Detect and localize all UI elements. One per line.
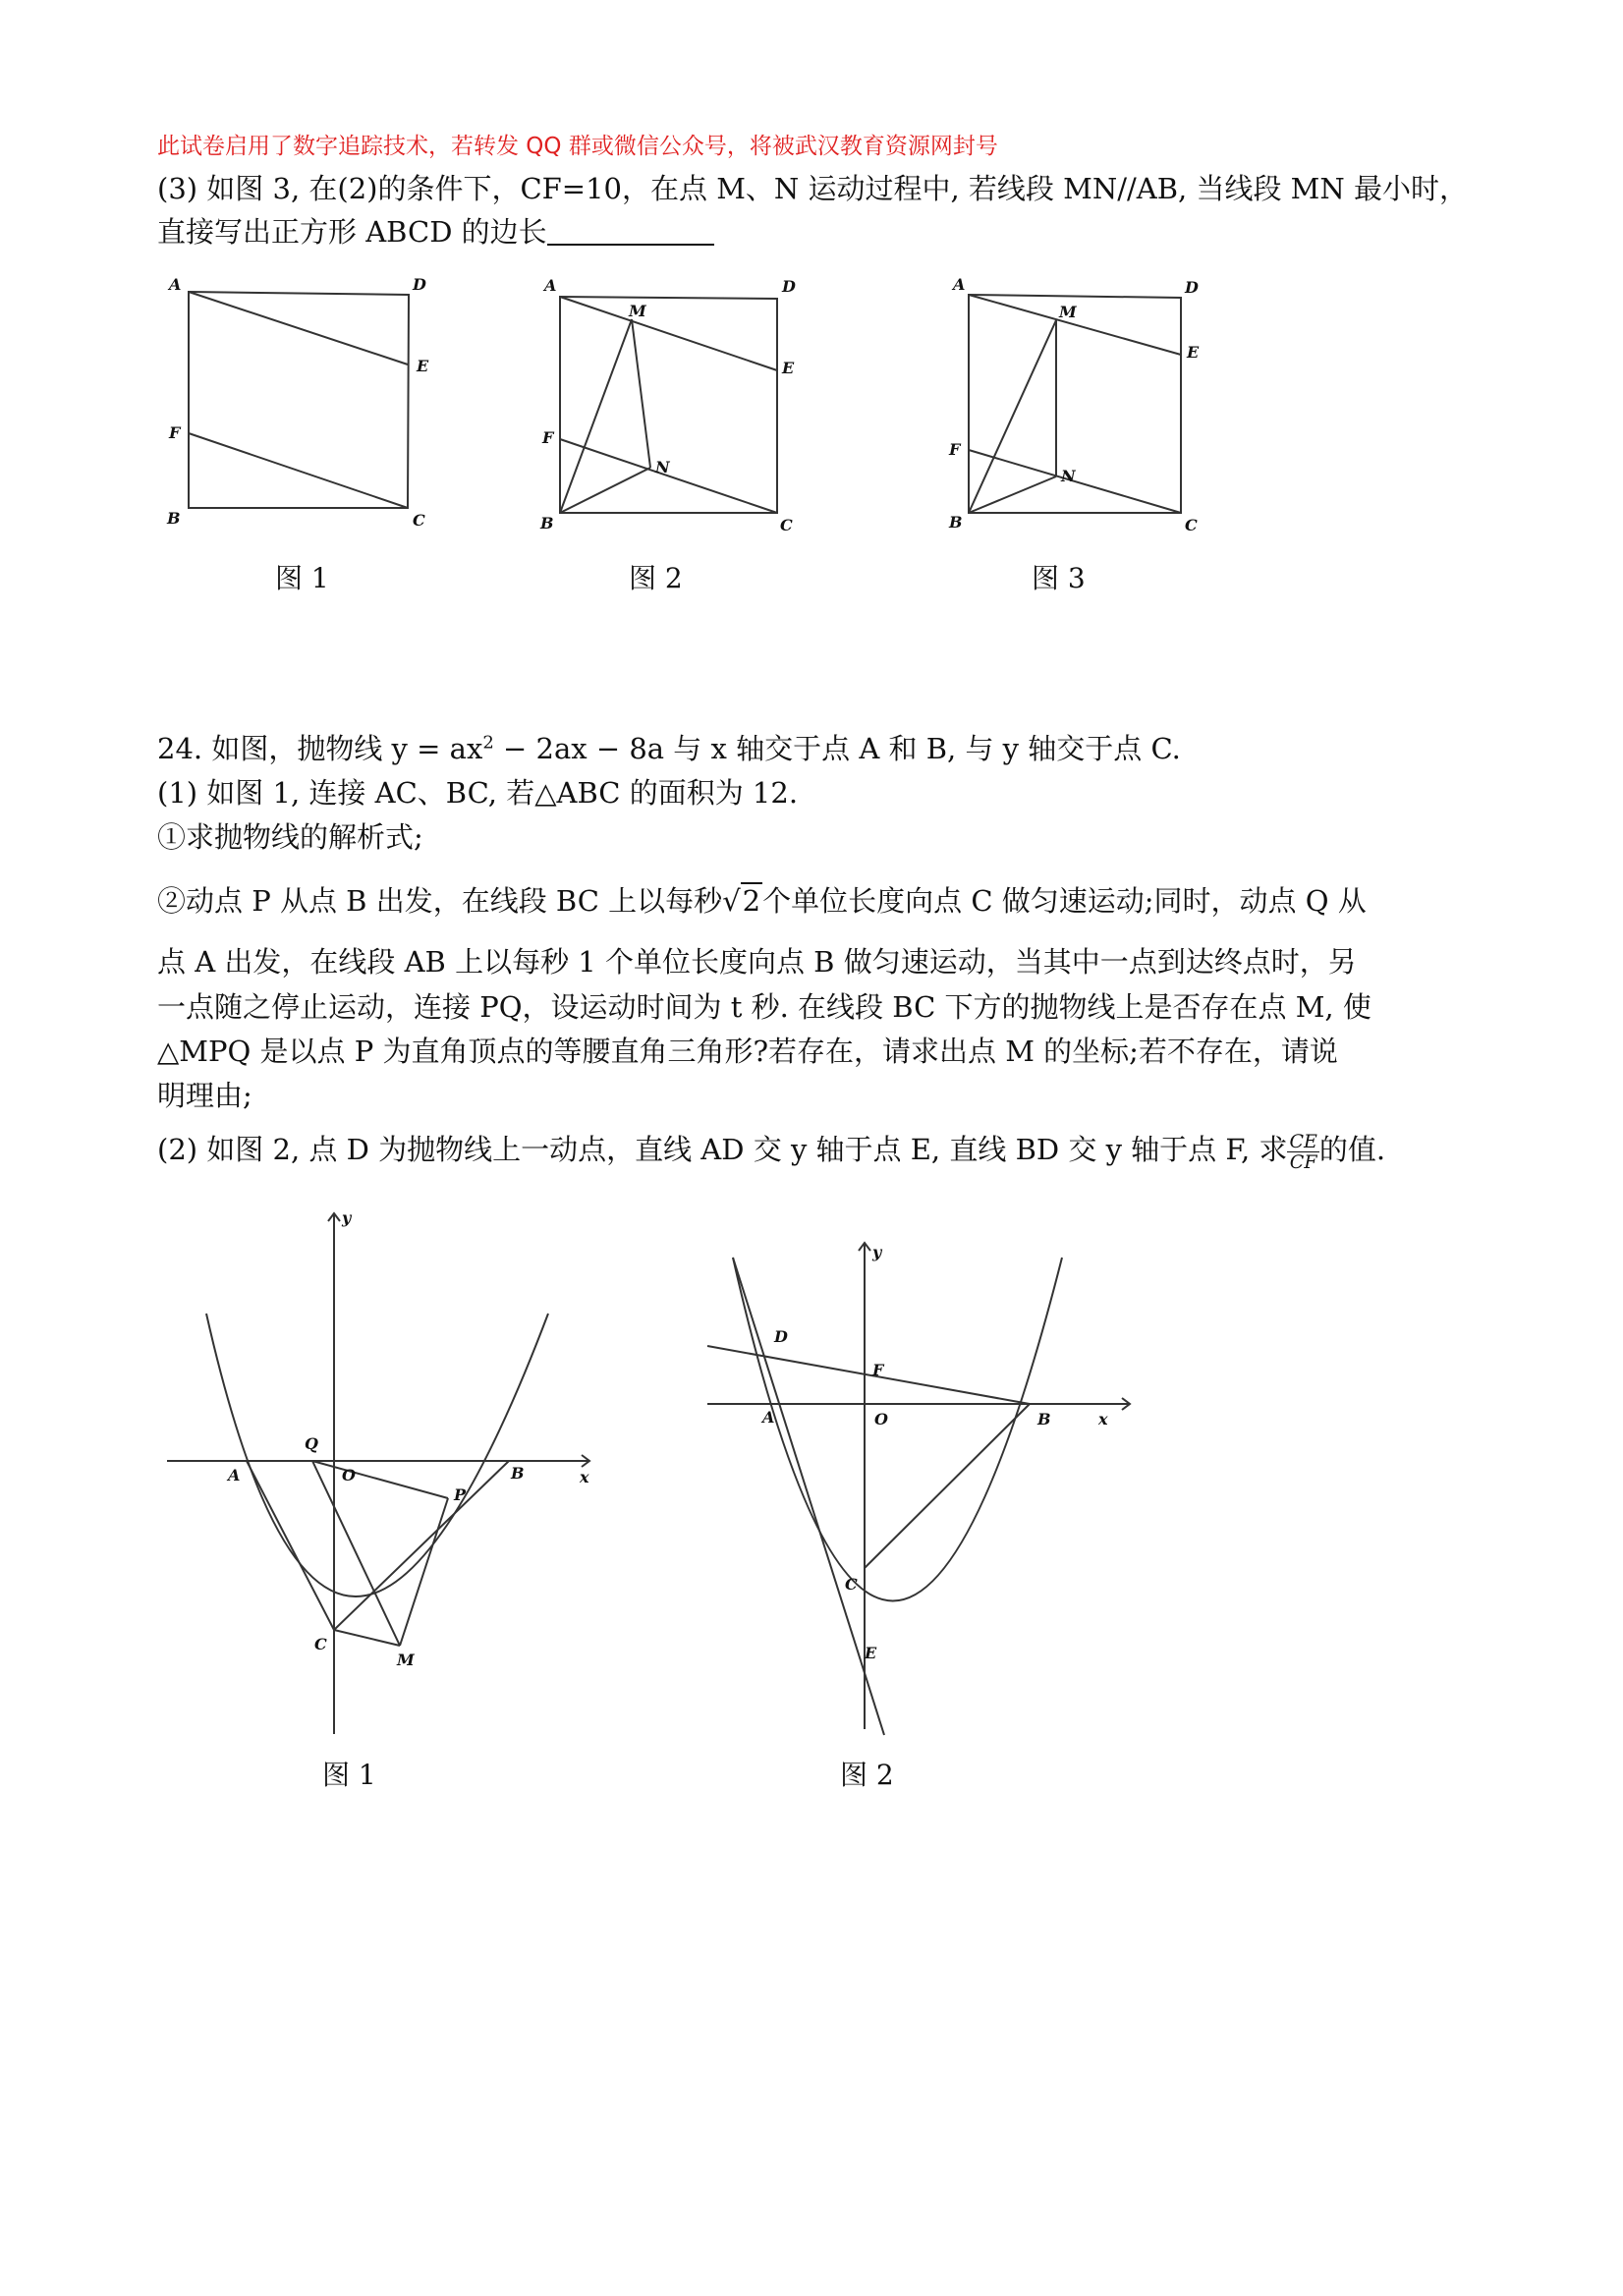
sqrt-radicand: 2 bbox=[742, 884, 761, 918]
top-figure-1-caption: 图 1 bbox=[275, 562, 329, 594]
label-d: D bbox=[1185, 278, 1199, 297]
square-abcd bbox=[189, 292, 409, 508]
q24-part1: (1) 如图 1, 连接 AC、BC, 若△ABC 的面积为 12. bbox=[157, 776, 799, 810]
label-f: F bbox=[542, 428, 554, 447]
q24-part2-pre: (2) 如图 2, 点 D 为抛物线上一动点，直线 AD 交 y 轴于点 E, 直线 BD 交 y 轴于点 F, 求 bbox=[157, 1133, 1288, 1166]
q24-intro bbox=[157, 727, 1181, 767]
label-a: A bbox=[228, 1466, 241, 1484]
label-c: C bbox=[845, 1575, 858, 1594]
segment-mn bbox=[632, 319, 650, 468]
top-figure-2 bbox=[531, 265, 825, 540]
label-c: C bbox=[314, 1635, 327, 1653]
top-figure-1 bbox=[157, 265, 452, 540]
bottom-figure-1 bbox=[157, 1204, 609, 1754]
top-figure-2-caption: 图 2 bbox=[629, 562, 683, 594]
top-figure-3-caption: 图 3 bbox=[1032, 562, 1086, 594]
label-f: F bbox=[872, 1361, 884, 1379]
sqrt-two: √2 bbox=[722, 884, 761, 918]
q24-part1-b-line1 bbox=[157, 879, 1367, 920]
segment-ae bbox=[560, 297, 777, 370]
bottom-figure-2-caption: 图 2 bbox=[840, 1759, 894, 1791]
segment-qm bbox=[312, 1461, 400, 1646]
q24-part1-b-line5: 明理由; bbox=[157, 1079, 252, 1112]
segment-bm bbox=[560, 319, 632, 513]
q24-part2 bbox=[157, 1128, 1385, 1172]
label-b: B bbox=[949, 513, 963, 532]
label-m: M bbox=[397, 1651, 415, 1669]
label-e: E bbox=[782, 359, 795, 377]
segment-qp bbox=[312, 1461, 448, 1498]
line-db bbox=[707, 1346, 1030, 1404]
label-e: E bbox=[1187, 343, 1200, 362]
label-y: y bbox=[342, 1208, 352, 1227]
q23-part3-line2 bbox=[157, 210, 714, 251]
q24-part1-a: ①求抛物线的解析式; bbox=[157, 820, 423, 854]
q24-part1-b-line2: 点 A 出发，在线段 AB 上以每秒 1 个单位长度向点 B 做匀速运动，当其中一点到达终点时，另 bbox=[157, 945, 1357, 979]
label-p: P bbox=[454, 1485, 467, 1504]
segment-cm bbox=[334, 1630, 400, 1646]
fraction-ce-cf bbox=[1287, 1132, 1318, 1172]
label-x: x bbox=[1098, 1410, 1108, 1428]
square-abcd bbox=[560, 297, 777, 513]
label-b: B bbox=[167, 509, 181, 528]
q24-part1-b-line3: 一点随之停止运动，连接 PQ，设运动时间为 t 秒. 在线段 BC 下方的抛物线上是否存在点 M, 使 bbox=[157, 990, 1371, 1024]
label-d: D bbox=[413, 275, 426, 294]
parabola bbox=[206, 1314, 548, 1596]
label-a: A bbox=[544, 276, 557, 295]
q24-intro-exponent: 2 bbox=[482, 732, 494, 754]
q24-part2-post: 的值. bbox=[1318, 1133, 1386, 1166]
fraction-numerator: CE bbox=[1289, 1130, 1317, 1152]
top-figure-3 bbox=[933, 265, 1228, 540]
segment-fc bbox=[189, 433, 408, 508]
label-c: C bbox=[413, 511, 425, 530]
q23-part3-line2-text: 直接写出正方形 ABCD 的边长 bbox=[157, 215, 547, 249]
segment-ac bbox=[247, 1461, 334, 1630]
fraction-denominator: CF bbox=[1289, 1150, 1317, 1173]
label-f: F bbox=[169, 423, 181, 442]
label-o: O bbox=[342, 1466, 356, 1484]
bottom-figure-1-caption: 图 1 bbox=[322, 1759, 376, 1791]
label-a: A bbox=[169, 275, 182, 294]
label-a: A bbox=[953, 275, 966, 294]
segment-bm bbox=[969, 320, 1056, 513]
label-q: Q bbox=[305, 1434, 318, 1453]
q24-part1-b-pre: ②动点 P 从点 B 出发，在线段 BC 上以每秒 bbox=[157, 884, 723, 918]
segment-bc bbox=[334, 1461, 509, 1630]
label-m: M bbox=[629, 302, 646, 320]
label-d: D bbox=[782, 277, 796, 296]
label-o: O bbox=[874, 1410, 888, 1428]
label-e: E bbox=[865, 1644, 877, 1662]
label-d: D bbox=[774, 1327, 788, 1346]
parabola bbox=[733, 1258, 1062, 1601]
label-y: y bbox=[872, 1243, 882, 1261]
label-b: B bbox=[511, 1464, 525, 1483]
q24-part1-b-post: 个单位长度向点 C 做匀速运动;同时，动点 Q 从 bbox=[762, 884, 1367, 918]
label-n: N bbox=[655, 458, 670, 476]
label-c: C bbox=[780, 516, 793, 534]
label-b: B bbox=[540, 514, 554, 532]
label-n: N bbox=[1061, 467, 1076, 485]
answer-blank[interactable] bbox=[547, 216, 714, 246]
q23-part3-line1: (3) 如图 3, 在(2)的条件下，CF=10，在点 M、N 运动过程中, 若线段 MN//AB, 当线段 MN 最小时， bbox=[157, 172, 1468, 205]
label-a: A bbox=[762, 1408, 775, 1427]
label-e: E bbox=[417, 357, 429, 375]
tracking-notice: 此试卷启用了数字追踪技术，若转发 QQ 群或微信公众号，将被武汉教育资源网封号 bbox=[157, 134, 998, 159]
segment-bc bbox=[865, 1404, 1030, 1568]
bottom-figure-2 bbox=[688, 1228, 1159, 1739]
line-ad bbox=[733, 1258, 884, 1735]
label-x: x bbox=[580, 1468, 589, 1486]
segment-ae bbox=[189, 292, 408, 364]
q24-intro-pre: 24. 如图，抛物线 y = ax bbox=[157, 732, 483, 765]
q24-part1-b-line4: △MPQ 是以点 P 为直角顶点的等腰直角三角形?若存在，请求出点 M 的坐标;若不存在，请说 bbox=[157, 1035, 1338, 1068]
label-c: C bbox=[1185, 516, 1198, 534]
label-b: B bbox=[1037, 1410, 1051, 1428]
q24-intro-post: − 2ax − 8a 与 x 轴交于点 A 和 B, 与 y 轴交于点 C. bbox=[493, 732, 1181, 765]
label-m: M bbox=[1059, 303, 1077, 321]
label-f: F bbox=[949, 440, 961, 459]
